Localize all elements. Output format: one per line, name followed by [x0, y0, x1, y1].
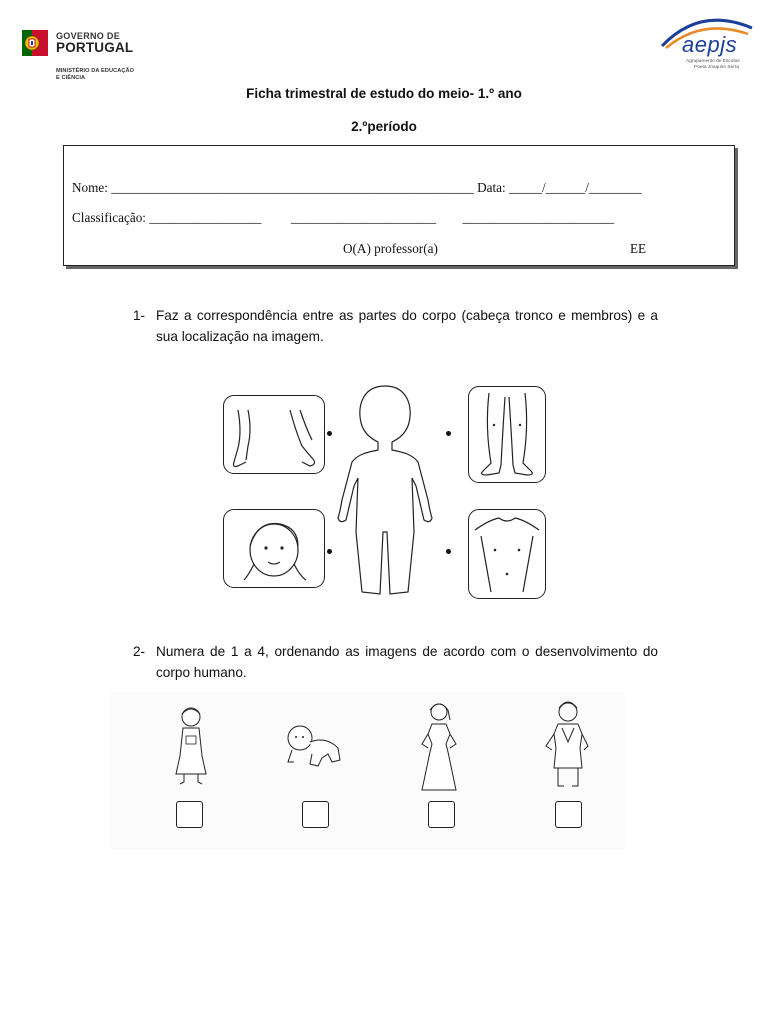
order-checkbox-girl[interactable]	[176, 801, 203, 828]
aepjs-name: aepjs	[682, 32, 738, 57]
torso-picture-icon	[469, 510, 545, 598]
professor-signature-label: O(A) professor(a)	[343, 241, 438, 256]
question-1-number: 1-	[133, 308, 146, 323]
legs-card[interactable]	[468, 386, 546, 483]
page-title: Ficha trimestral de estudo do meio- 1.º ano	[246, 86, 522, 101]
body-outline-icon	[328, 382, 442, 600]
gov-logo-line1: GOVERNO DE	[56, 31, 121, 41]
legs-dot[interactable]	[446, 431, 451, 436]
arms-card[interactable]	[223, 395, 325, 474]
governo-portugal-logo	[22, 28, 152, 86]
order-checkbox-woman[interactable]	[428, 801, 455, 828]
elderly-woman-picture-icon	[542, 698, 592, 790]
torso-dot[interactable]	[446, 549, 451, 554]
question-2-number: 2-	[133, 644, 146, 659]
aepjs-logo	[656, 12, 756, 74]
portugal-coat-of-arms-icon	[22, 30, 48, 56]
question-2	[133, 641, 658, 683]
nome-data-line[interactable]: Nome: _______________________________________________________ Data: _____/______/________	[72, 180, 642, 195]
aepjs-tagline-1: Agrupamento de Escolas	[686, 59, 740, 64]
arms-picture-icon	[224, 396, 324, 473]
legs-picture-icon	[469, 387, 545, 482]
student-info-box	[63, 145, 735, 266]
ee-signature-label: EE	[630, 241, 647, 256]
development-exercise	[110, 692, 625, 850]
order-checkbox-baby[interactable]	[302, 801, 329, 828]
body-parts-exercise	[220, 382, 550, 602]
classificacao-line[interactable]: Classificação: _________________ ______________________ _______________________	[72, 210, 615, 225]
torso-card[interactable]	[468, 509, 546, 599]
question-2-text: Numera de 1 a 4, ordenando as imagens de acordo com o desenvolvimento do corpo humano.	[156, 644, 658, 680]
girl-picture-icon	[170, 704, 212, 786]
gov-logo-line4: E CIÊNCIA	[56, 75, 86, 81]
question-1-text: Faz a correspondência entre as partes do corpo (cabeça tronco e membros) e a sua localização na imagem.	[156, 308, 658, 344]
baby-crawling-picture-icon	[282, 720, 346, 772]
order-checkbox-elderly[interactable]	[555, 801, 582, 828]
head-card[interactable]	[223, 509, 325, 588]
aepjs-tagline-2: Poeta Joaquim Serra	[694, 65, 740, 70]
head-picture-icon	[224, 510, 324, 587]
gov-logo-line3: MINISTÉRIO DA EDUCAÇÃO	[56, 68, 135, 74]
question-1	[133, 305, 658, 347]
woman-picture-icon	[416, 700, 462, 792]
gov-logo-line2: PORTUGAL	[56, 40, 134, 55]
period-subtitle: 2.ºperíodo	[351, 119, 417, 134]
